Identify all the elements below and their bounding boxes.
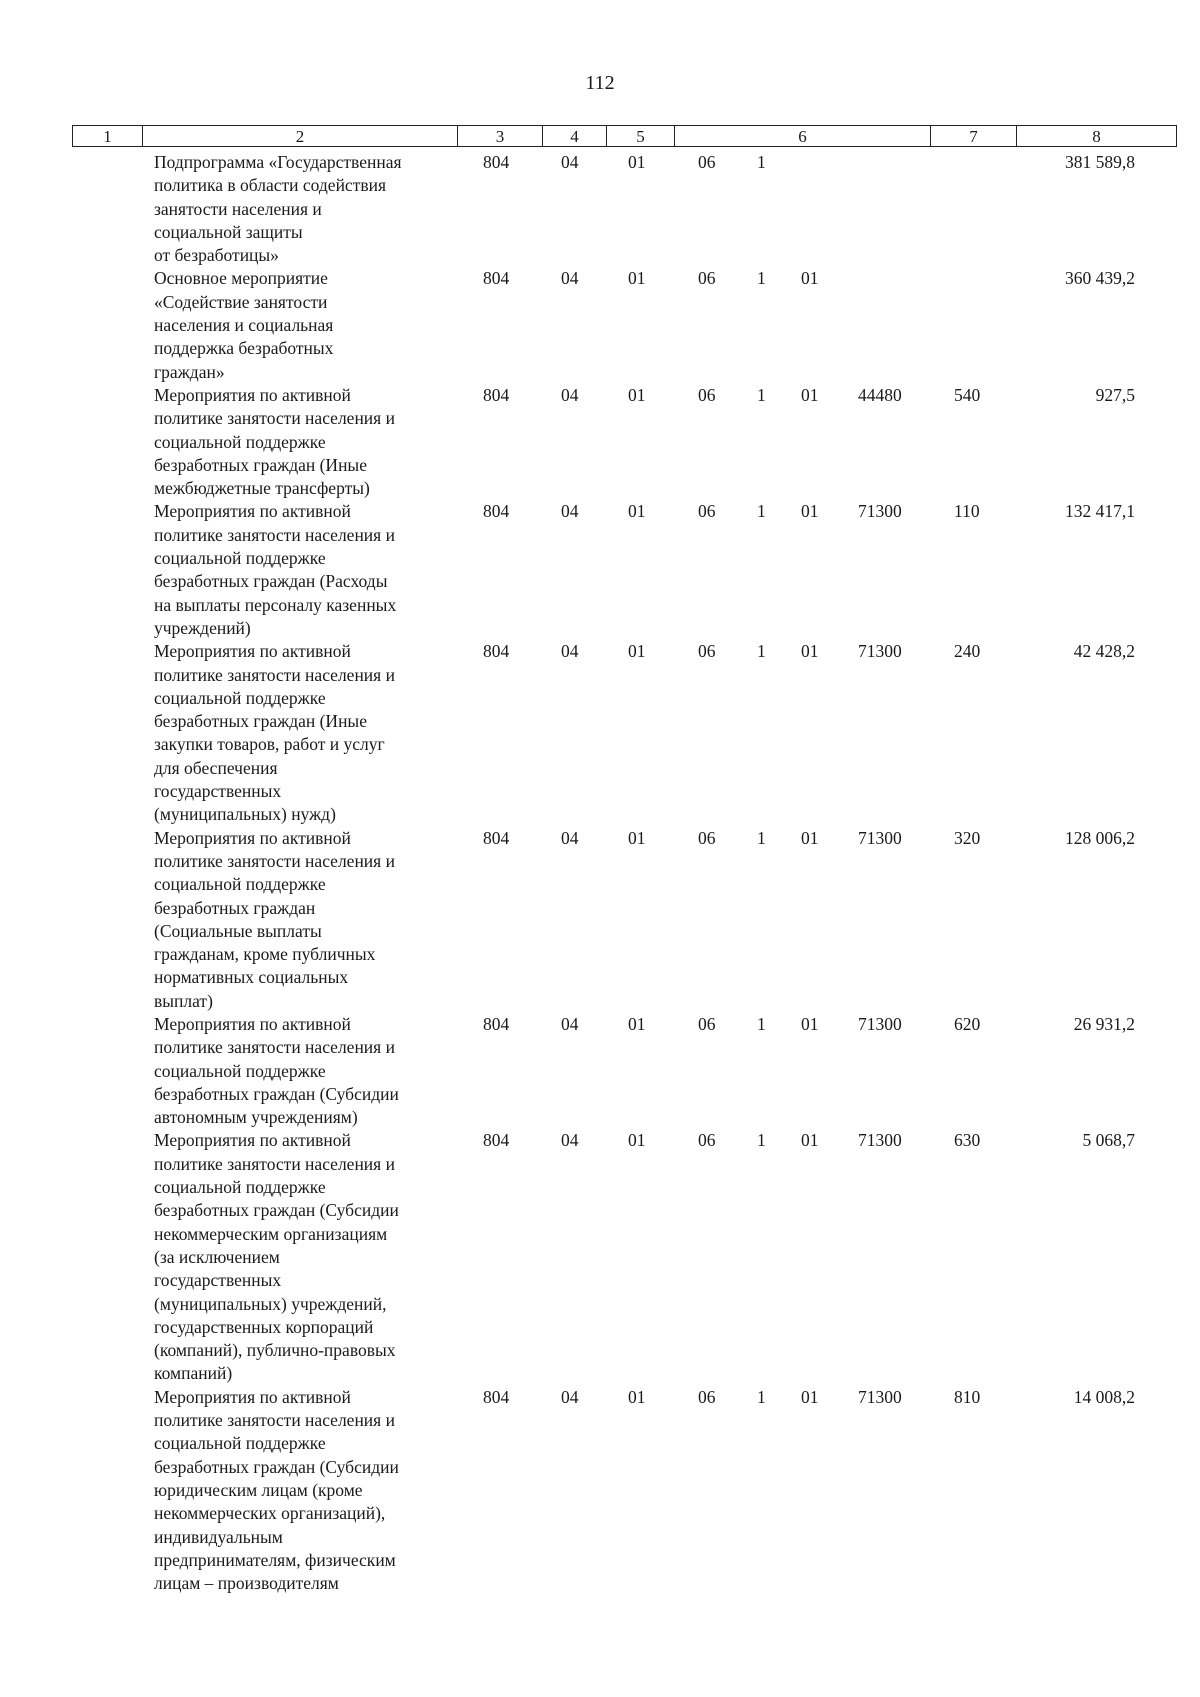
direction-code: 71300 [858, 827, 902, 848]
main-activity-code: 01 [801, 1386, 819, 1407]
main-activity-code: 01 [801, 268, 819, 289]
row-description: Мероприятия по активной политике занятости населения и социальной поддержке безработных граждан (Субсидии некоммерческим организациям (за исключением государственных (муниципальных) учреждений, государственных корпораций (компаний), публично-правовых компаний) [154, 1130, 399, 1384]
expense-type-code: 320 [954, 827, 981, 848]
ministry-code: 804 [483, 152, 510, 172]
table-row [0, 384, 1200, 500]
subsection-code: 01 [628, 827, 646, 848]
column-header-1: 1 [73, 126, 143, 147]
subprogram-code: 1 [757, 152, 766, 172]
amount: 132 417,1 [1065, 501, 1135, 522]
amount: 5 068,7 [1082, 1130, 1135, 1151]
program-code: 06 [698, 1386, 716, 1407]
subprogram-code: 1 [757, 268, 766, 289]
row-description: Мероприятия по активной политике занятости населения и социальной поддержке безработных граждан (Социальные выплаты гражданам, кроме публичных нормативных социальных выплат) [154, 827, 395, 1011]
main-activity-code: 01 [801, 1130, 819, 1151]
amount: 14 008,2 [1073, 1386, 1135, 1407]
subprogram-code: 1 [757, 501, 766, 522]
direction-code: 71300 [858, 501, 902, 522]
section-code: 04 [561, 641, 579, 662]
budget-table-body [0, 151, 1200, 1595]
subsection-code: 01 [628, 268, 646, 289]
ministry-code: 804 [483, 268, 510, 289]
row-description: Мероприятия по активной политике занятости населения и социальной поддержке безработных граждан (Расходы на выплаты персоналу казенных учреждений) [154, 501, 397, 638]
direction-code: 71300 [858, 1013, 902, 1034]
row-description: Основное мероприятие «Содействие занятости населения и социальная поддержка безработных граждан» [154, 268, 334, 382]
subsection-code: 01 [628, 641, 646, 662]
table-row [0, 640, 1200, 826]
table-row [0, 500, 1200, 640]
main-activity-code: 01 [801, 827, 819, 848]
amount: 128 006,2 [1065, 827, 1135, 848]
table-row [0, 1386, 1200, 1596]
section-code: 04 [561, 1130, 579, 1151]
column-header-8: 8 [1017, 126, 1177, 147]
direction-code: 44480 [858, 384, 902, 405]
program-code: 06 [698, 384, 716, 405]
program-code: 06 [698, 501, 716, 522]
row-description: Мероприятия по активной политике занятости населения и социальной поддержке безработных граждан (Иные закупки товаров, работ и услуг для обеспечения государственных (муниципальных) нужд) [154, 641, 395, 825]
subprogram-code: 1 [757, 384, 766, 405]
subsection-code: 01 [628, 152, 646, 172]
row-description: Подпрограмма «Государственная политика в области содействия занятости населения и социальной защиты от безработицы» [154, 152, 402, 266]
page-number: 112 [585, 72, 615, 94]
program-code: 06 [698, 827, 716, 848]
section-code: 04 [561, 268, 579, 289]
table-row [0, 151, 1200, 267]
ministry-code: 804 [483, 1130, 510, 1151]
table-row [0, 267, 1200, 383]
expense-type-code: 620 [954, 1013, 981, 1034]
amount: 42 428,2 [1073, 641, 1135, 662]
table-row [0, 827, 1200, 1013]
subprogram-code: 1 [757, 1013, 766, 1034]
subsection-code: 01 [628, 384, 646, 405]
section-code: 04 [561, 1013, 579, 1034]
subprogram-code: 1 [757, 827, 766, 848]
expense-type-code: 240 [954, 641, 981, 662]
program-code: 06 [698, 268, 716, 289]
section-code: 04 [561, 501, 579, 522]
column-header-5: 5 [607, 126, 675, 147]
column-header-4: 4 [543, 126, 607, 147]
column-header-3: 3 [458, 126, 543, 147]
expense-type-code: 810 [954, 1386, 981, 1407]
expense-type-code: 110 [954, 501, 980, 522]
table-row [0, 1129, 1200, 1385]
subprogram-code: 1 [757, 641, 766, 662]
direction-code: 71300 [858, 1130, 902, 1151]
expense-type-code: 630 [954, 1130, 981, 1151]
ministry-code: 804 [483, 827, 510, 848]
amount: 26 931,2 [1073, 1013, 1135, 1034]
main-activity-code: 01 [801, 1013, 819, 1034]
subprogram-code: 1 [757, 1130, 766, 1151]
column-header-6: 6 [675, 126, 931, 147]
expense-type-code: 540 [954, 384, 981, 405]
program-code: 06 [698, 641, 716, 662]
direction-code: 71300 [858, 641, 902, 662]
amount: 927,5 [1095, 384, 1135, 405]
main-activity-code: 01 [801, 501, 819, 522]
amount: 381 589,8 [1065, 152, 1135, 172]
main-activity-code: 01 [801, 384, 819, 405]
program-code: 06 [698, 152, 716, 172]
section-code: 04 [561, 384, 579, 405]
direction-code: 71300 [858, 1386, 902, 1407]
column-header-table [72, 125, 1177, 147]
subsection-code: 01 [628, 501, 646, 522]
program-code: 06 [698, 1130, 716, 1151]
subsection-code: 01 [628, 1013, 646, 1034]
row-description: Мероприятия по активной политике занятости населения и социальной поддержке безработных граждан (Иные межбюджетные трансферты) [154, 384, 395, 499]
row-description: Мероприятия по активной политике занятости населения и социальной поддержке безработных граждан (Субсидии автономным учреждениям) [154, 1013, 399, 1128]
ministry-code: 804 [483, 1386, 510, 1407]
row-description: Мероприятия по активной политике занятости населения и социальной поддержке безработных граждан (Субсидии юридическим лицам (кроме некоммерческих организаций), индивидуальным предпринимателям, физическим лицам – производителям [154, 1386, 399, 1594]
column-header-7: 7 [931, 126, 1017, 147]
column-header-row [73, 126, 1177, 147]
column-header-2: 2 [143, 126, 458, 147]
subprogram-code: 1 [757, 1386, 766, 1407]
ministry-code: 804 [483, 641, 510, 662]
section-code: 04 [561, 827, 579, 848]
ministry-code: 804 [483, 384, 510, 405]
table-row [0, 1013, 1200, 1129]
ministry-code: 804 [483, 501, 510, 522]
main-activity-code: 01 [801, 641, 819, 662]
section-code: 04 [561, 1386, 579, 1407]
amount: 360 439,2 [1065, 268, 1135, 289]
subsection-code: 01 [628, 1386, 646, 1407]
program-code: 06 [698, 1013, 716, 1034]
subsection-code: 01 [628, 1130, 646, 1151]
ministry-code: 804 [483, 1013, 510, 1034]
section-code: 04 [561, 152, 579, 172]
